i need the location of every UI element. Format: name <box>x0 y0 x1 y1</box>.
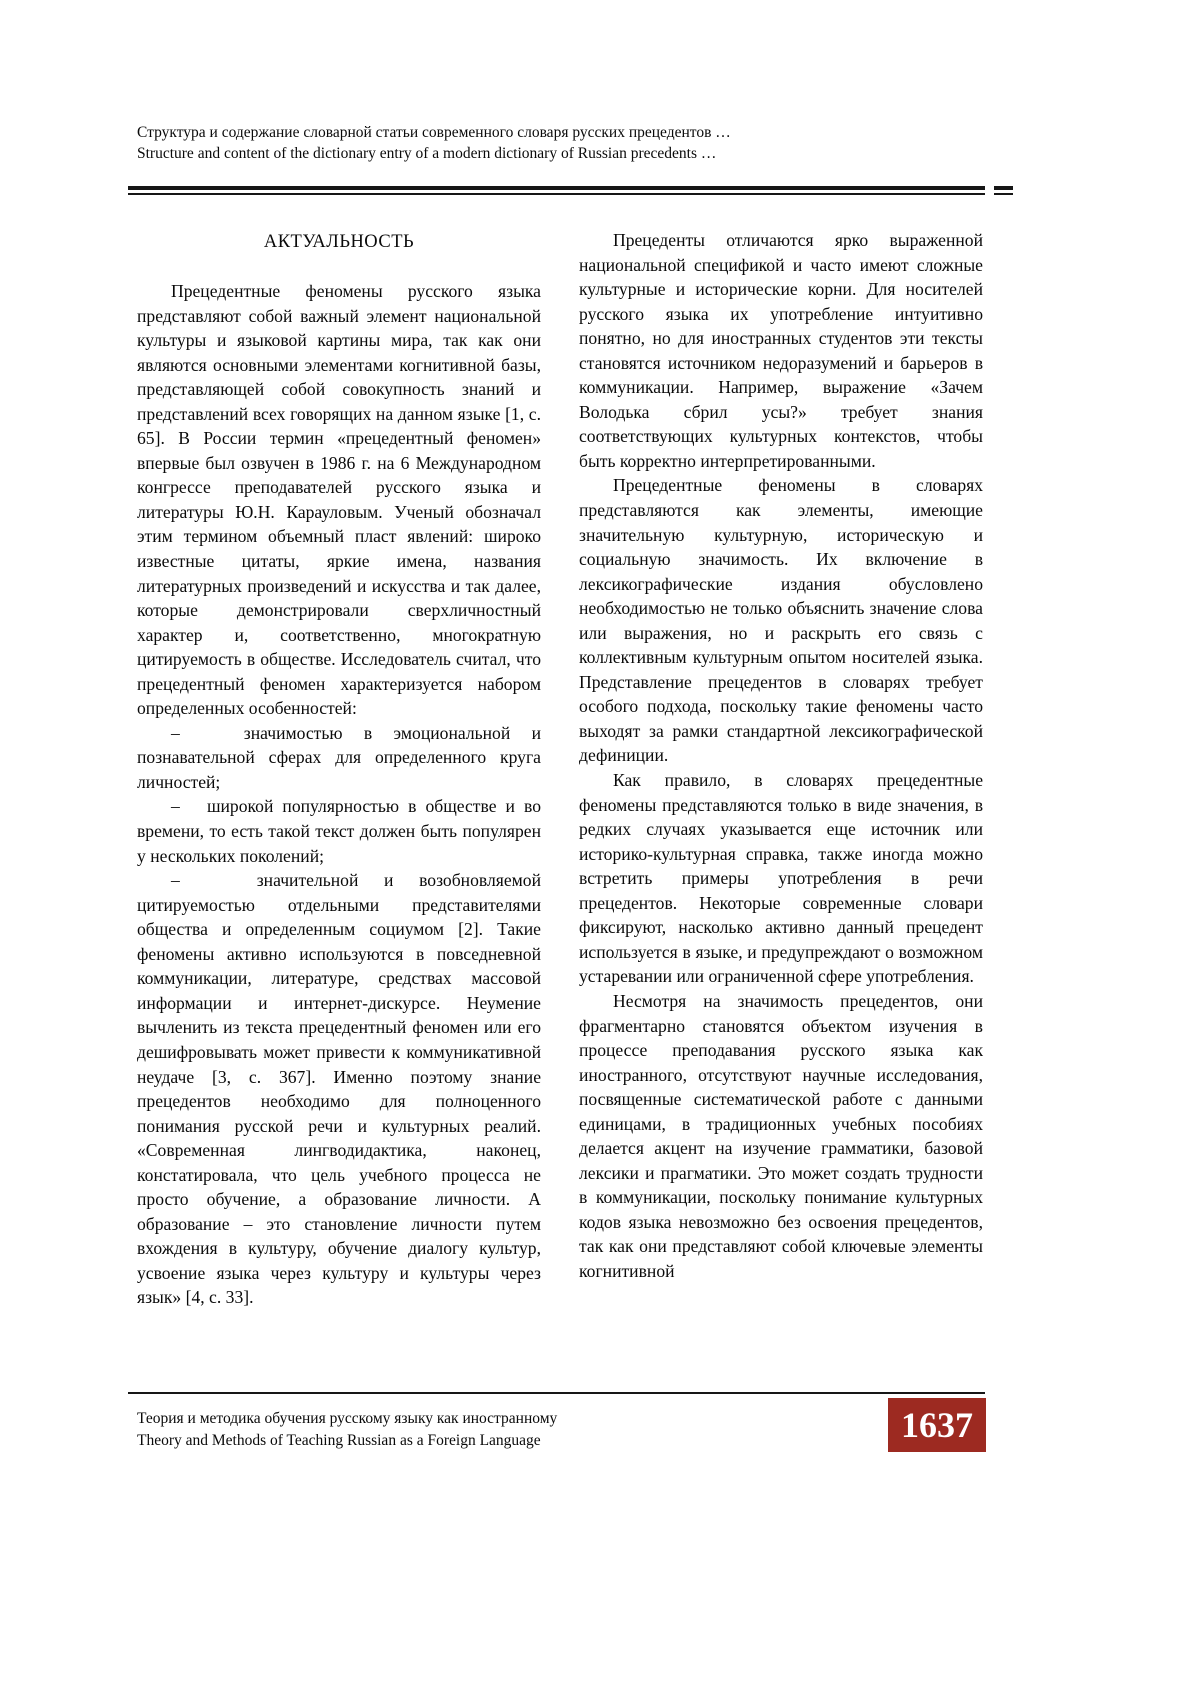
paragraph: Прецедентные феномены русского языка представляют собой важный элемент национальной культуры и языковой картины мира, так как они являются основными элементами когнитивной базы, представляющей собой совокупность знаний и представлений всех говорящих на данном языке [1, с. 65]. В России термин «прецедентный феномен» впервые был озвучен в 1986 г. на 6 Международном конгрессе преподавателей русского языка и литературы Ю.Н. Карауловым. Ученый обозначал этим термином объемный пласт явлений: широко известные цитаты, яркие имена, названия литературных произведений и искусства и так далее, которые демонстрировали сверхличностный характер и, соответственно, многократную цитируемость в обществе. Исследователь считал, что прецедентный феномен характеризуется набором определенных особенностей: <box>137 281 541 719</box>
paragraph: Прецедентные феномены в словарях представляются как элементы, имеющие значительную культурную, историческую и социальную значимость. Их включение в лексикографические издания обусловлено необходимостью не только объяснить значение слова или выражения, но и раскрыть его связь с коллективным культурным опытом носителей языка. Представление прецедентов в словарях требует особого подхода, поскольку такие феномены часто выходят за рамки стандартной лексикографической дефиниции. <box>579 475 983 766</box>
footer-line-en: Theory and Methods of Teaching Russian as a Foreign Language <box>137 1432 541 1449</box>
header-rule-stub <box>994 186 1013 195</box>
paragraph: Несмотря на значимость прецедентов, они фрагментарно становятся объектом изучения в процессе преподавания русского языка как иностранного, отсутствуют научные исследования, посвященные систематической работе с данными единицами, в традиционных учебных пособиях делается акцент на изучение грамматики, базовой лексики и прагматики. Это может создать трудности в коммуникации, поскольку понимание культурных кодов языка невозможно без освоения прецедентов, так как они представляют собой ключевые элементы когнитивной <box>579 990 983 1281</box>
left-column <box>137 228 541 1310</box>
running-head-ru: Структура и содержание словарной статьи современного словаря русских прецедентов … <box>137 124 731 141</box>
section-heading: АКТУАЛЬНОСТЬ <box>263 232 415 252</box>
footer-line-ru: Теория и методика обучения русскому языку как иностранному <box>137 1410 558 1427</box>
page-number-badge: 1637 <box>888 1398 986 1452</box>
footer-text <box>137 1408 857 1452</box>
right-column-blocks <box>579 228 983 1284</box>
left-column-blocks <box>137 279 541 1310</box>
list-item: – широкой популярностью в обществе и во времени, то есть такой текст должен быть популярен у нескольких поколений; <box>137 796 541 866</box>
paragraph: Прецеденты отличаются ярко выраженной национальной спецификой и часто имеют сложные культурные и исторические корни. Для носителей русского языка их употребление интуитивно понятно, но для иностранных студентов эти тексты становятся источником недоразумений и барьеров в коммуникации. Например, выражение «Зачем Володька сбрил усы?» требует знания соответствующих культурных контекстов, чтобы быть корректно интерпретированными. <box>579 230 983 471</box>
two-column-body <box>137 228 983 1310</box>
header-rule-main <box>128 186 985 195</box>
list-item: – значимостью в эмоциональной и познавательной сферах для определенного круга личностей; <box>137 722 541 792</box>
right-column <box>579 228 983 1310</box>
running-head-en: Structure and content of the dictionary entry of a modern dictionary of Russian precedents … <box>137 145 717 162</box>
header-rule <box>128 186 1013 195</box>
running-head <box>137 122 987 164</box>
footer-rule <box>128 1392 985 1394</box>
paragraph: Как правило, в словарях прецедентные феномены представляются только в виде значения, в редких случаях указывается еще источник или историко-культурная справка, также иногда можно встретить примеры употребления в речи прецедентов. Некоторые современные словари фиксируют, насколько активно данный прецедент используется в языке, и предупреждают о возможном устаревании или ограниченной сфере употребления. <box>579 770 983 987</box>
list-item: – значительной и возобновляемой цитируемостью отдельными представителями общества и определенным социумом [2]. Такие феномены активно используются в повседневной коммуникации, литературе, средствах массовой информации и интернет-дискурсе. Неумение вычленить из текста прецедентный феномен или его дешифровывать может привести к коммуникативной неудаче [3, с. 367]. Именно поэтому знание прецедентов необходимо для полноценного понимания русской речи и культурных реалий. «Современная лингводидактика, наконец, констатировала, что цель учебного процесса не просто обучение, а образование личности. А образование – это становление личности путем вхождения в культуру, обучение диалогу культур, усвоение языка через культуру и культуры через язык» [4, с. 33]. <box>137 870 541 1308</box>
